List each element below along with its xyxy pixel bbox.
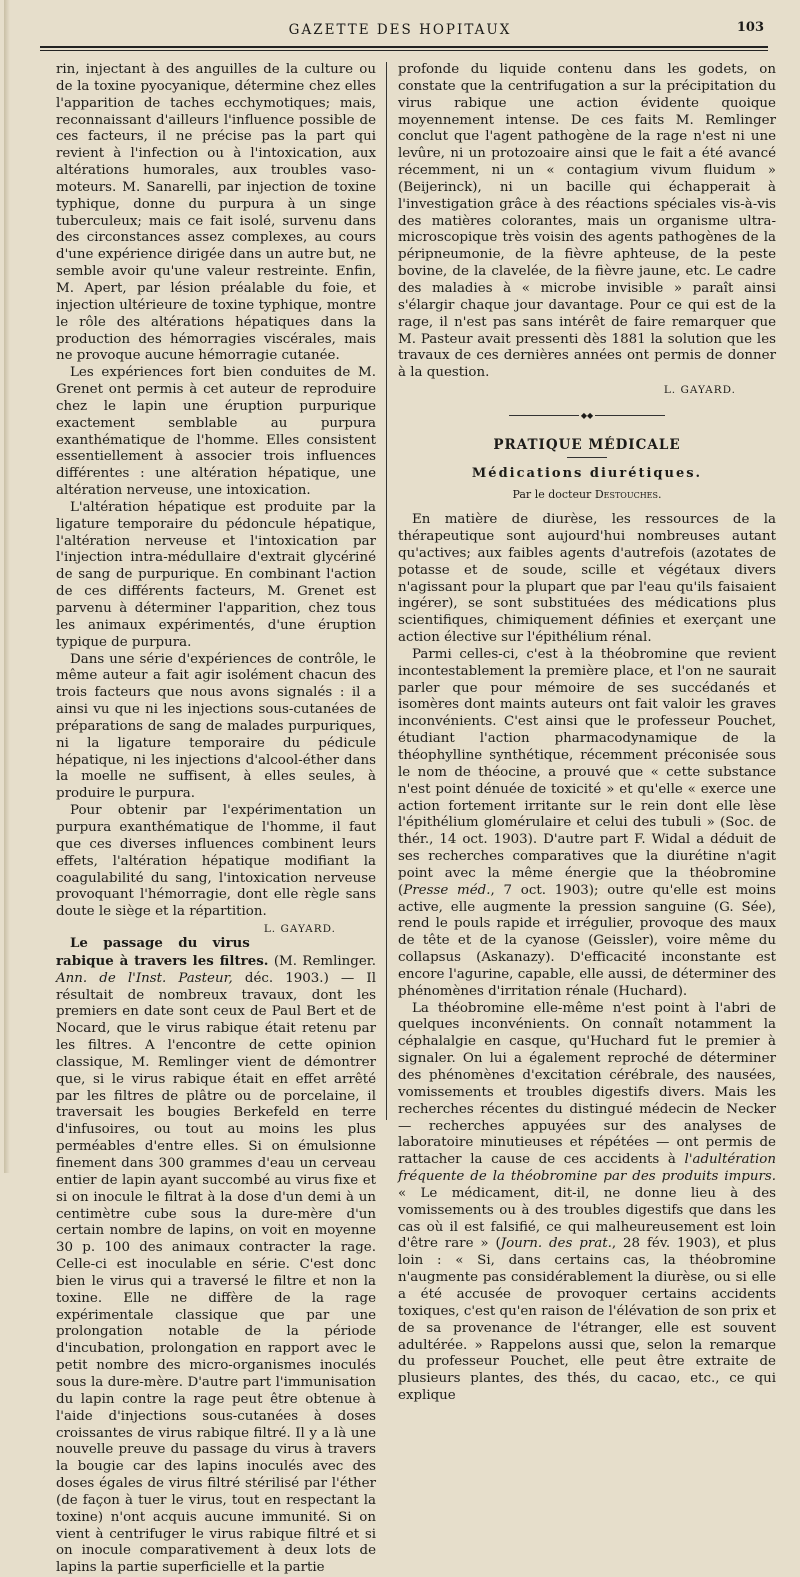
header-rule-thick bbox=[40, 46, 768, 48]
page-header bbox=[0, 22, 800, 44]
section-rule bbox=[567, 457, 607, 458]
paragraph bbox=[398, 647, 776, 1001]
reference-author: (M. Remlinger. bbox=[273, 953, 376, 969]
left-column bbox=[56, 62, 376, 1577]
paragraph-text: La théobromine elle-même n'est point à l'abri de quelques inconvénients. On connaît notamment la céphalalgie en casque, qu'Huchard fut le premier à signaler. On lui a également reproché de déterminer des phénomènes d'excitation cérébrale, des nausées, vomissements et troubles digestifs divers. Mais les recherches récentes du distingué médecin de Necker — recherches appuyées sur des analyses de laboratoire minutieuses et répétées — ont permis de rattacher la cause de ces accidents à bbox=[398, 1000, 776, 1168]
paragraph-text: Parmi celles-ci, c'est à la théobromine que revient incontestablement la première place, et l'on ne saurait parler que pour mémoire de ses succédanés et isomères dont maints auteurs ont fait valoir les graves inconvénients. C'est ainsi que le professeur Pouchet, étudiant l'action pharmacodynamique de la théophylline synthétique, récemment préconisée sous le nom de théocine, a prouvé que « cette substance n'est point dénuée de toxicité » et qu'elle « exerce une action fortement irritante sur le rein dont elle lèse l'épithélium glomérulaire et celui des tubuli » (Soc. de thér., 14 oct. 1903). D'autre part F. Widal a déduit de ses recherches comparatives que la diurétine n'agit point avec la même énergie que la théobromine ( bbox=[398, 646, 776, 898]
paragraph-text: « Le médicament, dit-il, ne donne lieu à des vomissements ou à des troubles digestifs que dans les cas où il est falsifié, ce qui malheureusement est loin d'être rare » ( bbox=[398, 1185, 776, 1252]
section-title: PRATIQUE MÉDICALE bbox=[493, 436, 681, 453]
paragraph: L'altération hépatique est produite par la ligature temporaire du pédoncule hépatique, l'altération nerveuse et l'intoxication par l'injection intra-médullaire d'extrait glycériné de sang de purpurique. En combinant l'action de ces différents facteurs, M. Grenet est parvenu à déterminer l'apparition, chez tous les animaux expérimentés, d'une éruption typique de purpura. bbox=[56, 499, 376, 650]
column-divider bbox=[386, 62, 387, 1120]
paragraph: profonde du liquide contenu dans les godets, on constate que la centrifugation a sur la précipitation du virus rabique une action évidente quoique moyennement intense. De ces faits M. Remlinger conclut que l'agent pathogène de la rage n'est ni une levûre, ni un protozoaire ainsi que le fait a été avancé récemment, ni un « contagium vivum fluidum » (Beijerinck), ni un bacille qui échapperait à l'investigation grâce à des réactions spéciales vis-à-vis des matières colorantes, mais un organisme ultra-microscopique très voisin des agents pathogènes de la péripneumonie, de la fièvre aphteuse, de la peste bovine, de la clavelée, de la fièvre jaune, etc. Le cadre des maladies à « microbe invisible » paraît ainsi s'élargir chaque jour davantage. Pour ce qui est de la rage, il n'est pas sans intérêt de faire remarquer que M. Pasteur avait pressenti dès 1881 la solution que les travaux de ces dernières années ont permis de donner à la question. bbox=[398, 62, 776, 381]
signature: L. GAYARD. bbox=[263, 923, 336, 936]
journal-title: GAZETTE DES HOPITAUX bbox=[288, 22, 512, 38]
emphasis-text: l'adultération fréquente de la théobromine par des produits impurs. bbox=[398, 1152, 776, 1185]
signature: L. GAYARD. bbox=[663, 384, 736, 397]
citation-journal: Journ. des prat. bbox=[500, 1236, 612, 1252]
paragraph: Dans une série d'expériences de contrôle, le même auteur a fait agir isolément chacun des trois facteurs que nous avons signalés : il a ainsi vu que ni les injections sous-cutanées de préparations de sang de malades purpuriques, ni la ligature temporaire du pédicule hépatique, ni les injections d'alcool-éther dans la moelle ne suffisent, à elles seules, à produire le purpura. bbox=[56, 651, 376, 802]
separator-ornament: ◆◆ bbox=[398, 407, 776, 425]
byline bbox=[398, 487, 776, 504]
paragraph-text: , 28 fév. 1903), et plus loin : « Si, dans certains cas, la théobromine n'augmente pas considérablement la diurèse, ou si elle a été accusée de provoquer certains accidents toxiques, c'est qu'en raison de l'élévation de son prix et de sa provenance de l'étranger, elle est souvent adultérée. » Rappelons aussi que, selon la remarque du professeur Pouchet, elle peut être extraite de plusieurs plantes, des thés, du cacao, etc., ce qui explique bbox=[398, 1236, 777, 1404]
paragraph bbox=[56, 803, 376, 936]
article-title: Médications diurétiques. bbox=[471, 466, 703, 482]
paragraph: En matière de diurèse, les ressources de la thérapeutique sont aujourd'hui nombreuses autant qu'actives; aux faibles agents d'autrefois (azotates de potasse et de soude, scille et végétaux divers n'agissant pour la plupart que par l'eau qu'ils faisaient ingérer), se sont substituées des médications plus scientifiques, chimiquement définies et exerçant une action élective sur l'épithélium rénal. bbox=[398, 512, 776, 646]
reference-journal: Ann. de l'Inst. Pasteur, bbox=[56, 970, 233, 986]
article-paragraph bbox=[56, 935, 376, 1577]
byline-author: Destouches. bbox=[594, 488, 662, 502]
paragraph: Les expériences fort bien conduites de M. Grenet ont permis à cet auteur de reproduire chez le lapin une éruption purpurique exactement semblable au purpura exanthématique de l'homme. Elles consistent essentiellement à associer trois influences différentes : une altération hépatique, une altération nerveuse, une intoxication. bbox=[56, 365, 376, 499]
article-body: Il résultait de nombreux travaux, dont les premiers en date sont ceux de Paul Bert et de Nocard, que le virus rabique était retenu par les filtres. A l'encontre de cette opinion classique, M. Remlinger vient de démontrer que, si le virus rabique était en effet arrêté par les filtres de plâtre ou de porcelaine, il traversait les bougies Berkefeld en terre d'infusoires, ou tout au moins les plus perméables d'entre elles. Si on émulsionne finement dans 300 grammes d'eau un cerveau entier de lapin ayant succombé au virus fixe et si on inocule le filtrat à la dose d'un demi à un centimètre cube sous la dure-mère d'un certain nombre de lapins, on voit en moyenne 30 p. 100 des animaux contracter la rage. Celle-ci est inoculable en série. C'est donc bien le virus qui a traversé le filtre et non la toxine. Elle ne diffère de la rage expérimentale classique que par une prolongation notable de la période d'incubation, prolongation en rapport avec le petit nombre des micro-organismes inoculés sous la dure-mère. D'autre part l'immunisation du lapin contre la rage peut être obtenue à l'aide d'injections sous-cutanées à doses croissantes de virus rabique filtré. Il y a là une nouvelle preuve du passage du virus à travers la bougie car des lapins inoculés avec des doses égales de virus filtré stérilisé par l'éther (de façon à tuer le virus, tout en respectant la toxine) n'ont acquis aucune immunité. Si on vient à centrifuger le virus rabique filtré et si on inocule comparativement à deux lots de lapins la partie superficielle et la partie bbox=[56, 970, 376, 1576]
paragraph-text: Pour obtenir par l'expérimentation un purpura exanthématique de l'homme, il faut que ces diverses influences combinent leurs effets, l'altération hépatique modifiant la coagulabilité du sang, l'intoxication nerveuse provoquant l'hémorragie, dont elle règle sans doute le siège et la répartition. bbox=[56, 803, 376, 920]
reference-date: déc. 1903.) — bbox=[244, 970, 367, 986]
paragraph bbox=[398, 1001, 776, 1405]
citation-journal: Presse méd. bbox=[403, 882, 491, 898]
page-number: 103 bbox=[736, 20, 764, 35]
paragraph-text: , 7 oct. 1903); outre qu'elle est moins active, elle augmente la pression sanguine (G. Sée), rend le pouls rapide et irrégulier, provoque des maux de tête et de la cyanose (Geissler), voire même du collapsus (Askanazy). D'efficacité inconstante est encore l'agurine, capable, elle aussi, de déterminer des phénomènes d'irritation rénale (Huchard). bbox=[398, 882, 776, 999]
article-headline: Le passage du virus rabique à travers les filtres. bbox=[56, 935, 269, 969]
page-binding-edge bbox=[4, 0, 10, 1173]
header-rule-thin bbox=[40, 50, 768, 51]
right-column bbox=[398, 62, 776, 1405]
byline-prefix: Par le docteur bbox=[512, 488, 595, 502]
paragraph: rin, injectant à des anguilles de la culture ou de la toxine pyocyanique, détermine chez elles l'apparition de taches ecchymotiques; mais, reconnaissant d'ailleurs l'influence possible de ces facteurs, il ne précise pas la part qui revient à l'infection ou à l'intoxication, aux altérations humorales, aux troubles vaso-moteurs. M. Sanarelli, par injection de toxine typhique, donne du purpura à un singe tuberculeux; mais ce fait isolé, survenu dans des circonstances assez complexes, au cours d'une expérience dirigée dans un autre but, ne semble avoir qu'une valeur restreinte. Enfin, M. Apert, par lésion préalable du foie, et injection ultérieure de toxine typhique, montre le rôle des altérations hépatiques dans la production des hémorragies viscérales, mais ne provoque aucune hémorragie cutanée. bbox=[56, 62, 376, 364]
